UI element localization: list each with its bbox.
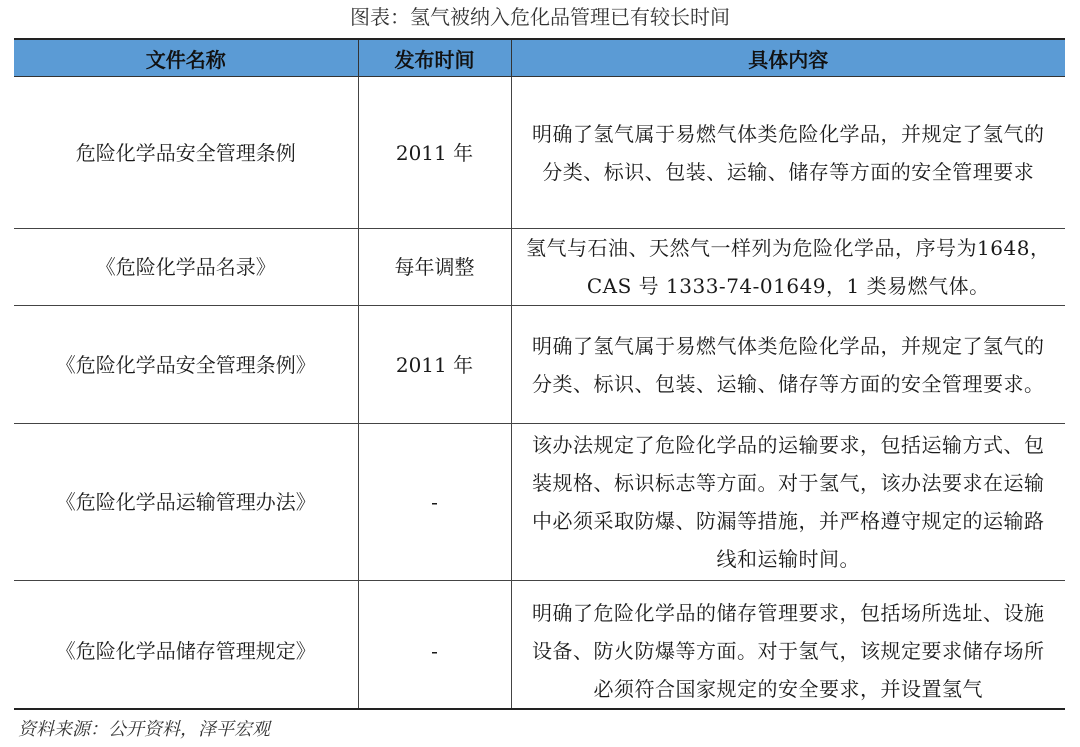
doc-name-cell: 《危险化学品储存管理规定》 [14, 581, 358, 711]
content-cell: 明确了氢气属于易燃气体类危险化学品，并规定了氢气的分类、标识、包装、运输、储存等方面的安全管理要求 [511, 77, 1065, 229]
header-doc-name: 文件名称 [14, 40, 358, 77]
date-cell: 每年调整 [358, 229, 511, 306]
regulations-table [14, 38, 1065, 710]
content-cell: 明确了氢气属于易燃气体类危险化学品，并规定了氢气的分类、标识、包装、运输、储存等方面的安全管理要求。 [511, 306, 1065, 424]
header-release-date: 发布时间 [358, 40, 511, 77]
source-note: 资料来源：公开资料，泽平宏观 [18, 719, 270, 740]
table-header-row [14, 40, 1065, 77]
table-row [14, 424, 1065, 581]
table-row [14, 306, 1065, 424]
content-cell: 明确了危险化学品的储存管理要求，包括场所选址、设施设备、防火防爆等方面。对于氢气，该规定要求储存场所必须符合国家规定的安全要求，并设置氢气 [511, 581, 1065, 711]
content-cell: 该办法规定了危险化学品的运输要求，包括运输方式、包装规格、标识标志等方面。对于氢气，该办法要求在运输中必须采取防爆、防漏等措施，并严格遵守规定的运输路线和运输时间。 [511, 424, 1065, 581]
doc-name-cell: 危险化学品安全管理条例 [14, 77, 358, 229]
table-caption: 图表：氢气被纳入危化品管理已有较长时间 [350, 5, 730, 29]
table-row [14, 581, 1065, 711]
date-cell: - [358, 581, 511, 711]
doc-name-cell: 《危险化学品安全管理条例》 [14, 306, 358, 424]
doc-name-cell: 《危险化学品运输管理办法》 [14, 424, 358, 581]
table-row [14, 77, 1065, 229]
table-row [14, 229, 1065, 306]
date-cell: 2011 年 [358, 306, 511, 424]
content-cell: 氢气与石油、天然气一样列为危险化学品，序号为1648，CAS 号 1333-74-01649，1 类易燃气体。 [511, 229, 1065, 306]
header-content: 具体内容 [511, 40, 1065, 77]
doc-name-cell: 《危险化学品名录》 [14, 229, 358, 306]
date-cell: - [358, 424, 511, 581]
date-cell: 2011 年 [358, 77, 511, 229]
